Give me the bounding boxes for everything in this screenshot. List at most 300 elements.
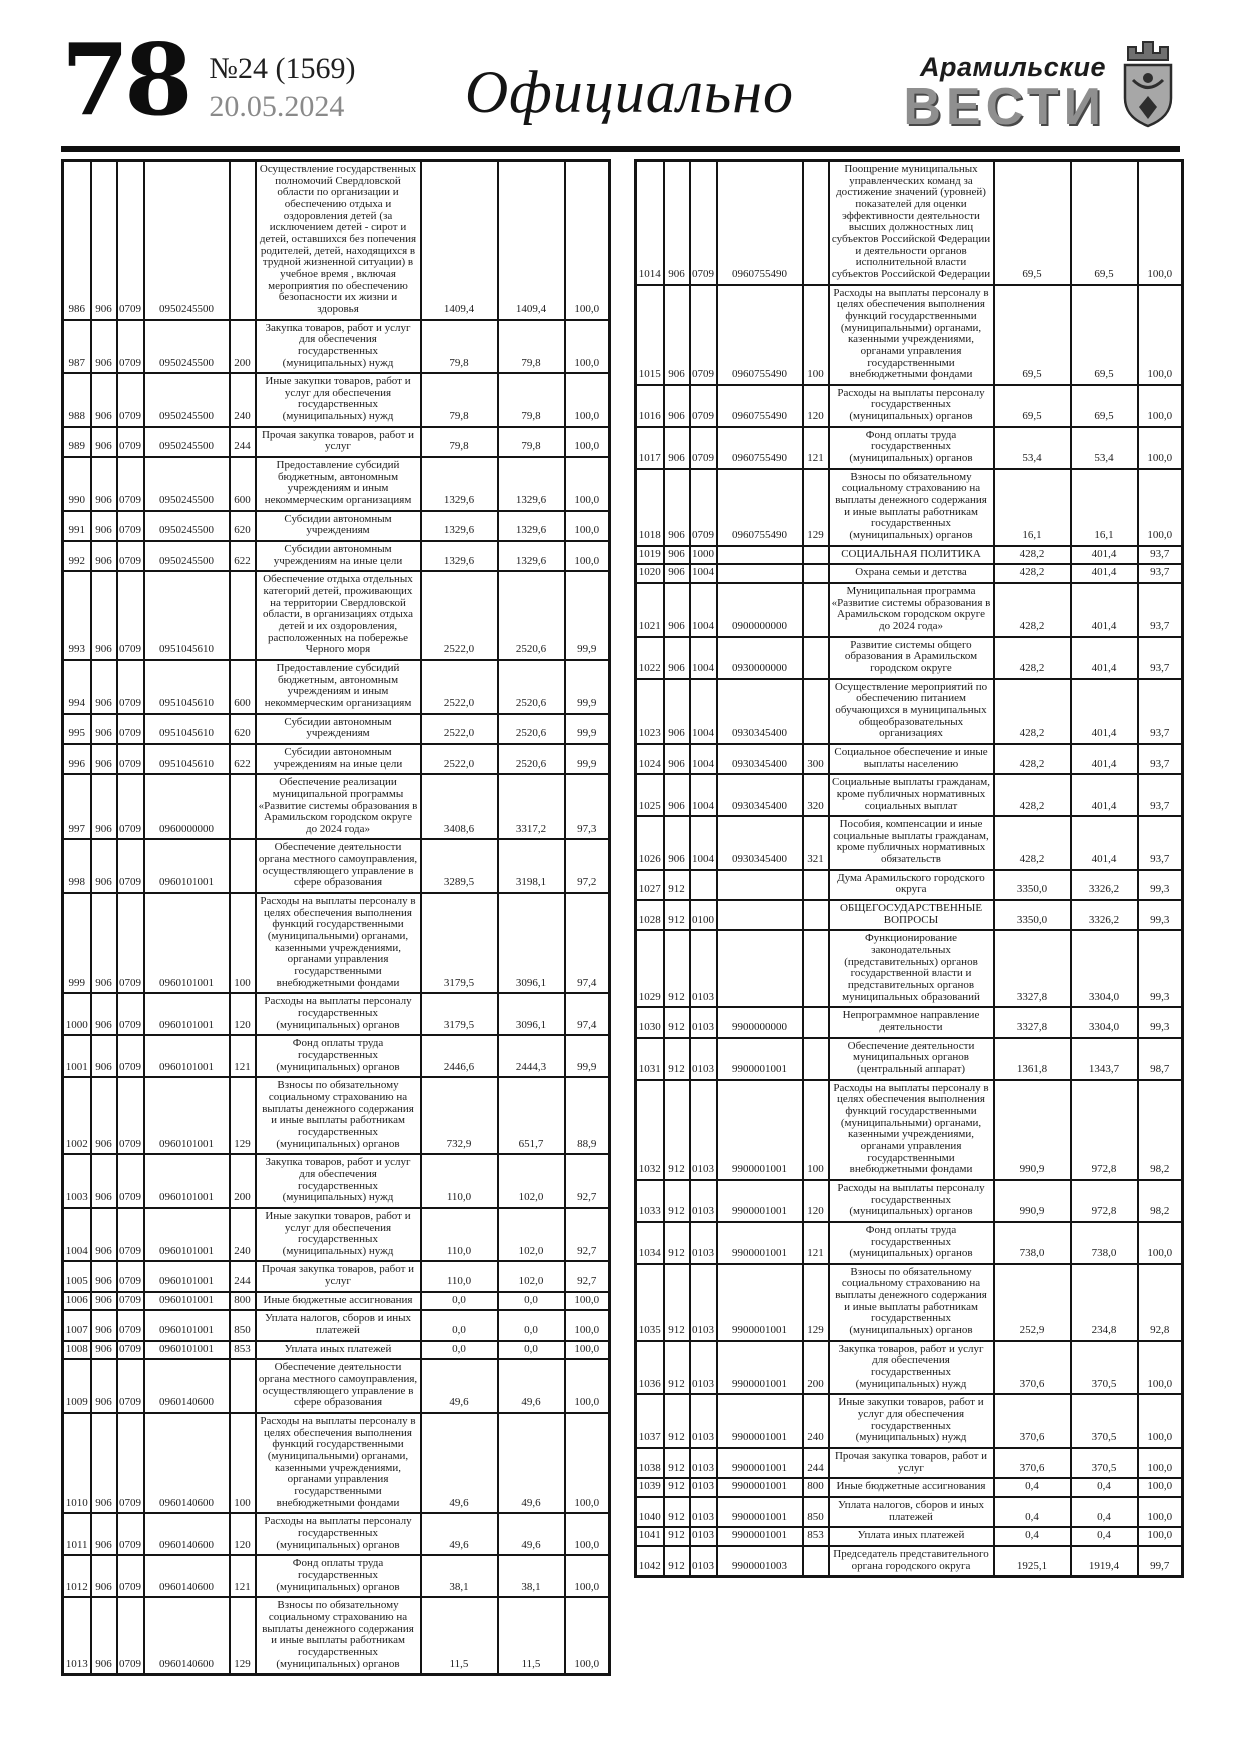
cell-section-code: 1004 [690, 637, 717, 679]
cell-target-article: 9900001001 [717, 1080, 803, 1180]
cell-grbs-code: 906 [91, 1555, 117, 1597]
cell-section-code: 1004 [690, 679, 717, 744]
table-row [636, 930, 1183, 1007]
cell-executed-amount: 2520,6 [498, 571, 565, 660]
cell-target-article: 0930345400 [717, 816, 803, 870]
cell-expense-type: 853 [803, 1527, 829, 1546]
cell-grbs-code: 906 [91, 1341, 117, 1360]
cell-executed-amount: 16,1 [1071, 469, 1138, 546]
budget-table-left [61, 159, 611, 1676]
cell-execution-percent: 100,0 [565, 161, 610, 320]
cell-target-article: 0960101001 [144, 993, 230, 1035]
cell-executed-amount: 3304,0 [1071, 930, 1138, 1007]
cell-section-code: 0709 [690, 285, 717, 385]
cell-section-code: 0103 [690, 1497, 717, 1527]
cell-description: Фонд оплаты труда государственных (муниципальных) органов [256, 1555, 421, 1597]
cell-execution-percent: 93,7 [1138, 744, 1183, 774]
cell-row-number: 1002 [63, 1077, 91, 1154]
cell-target-article: 9900001001 [717, 1448, 803, 1478]
cell-execution-percent: 93,7 [1138, 774, 1183, 816]
cell-row-number: 1023 [636, 679, 664, 744]
cell-approved-amount: 428,2 [994, 774, 1071, 816]
cell-target-article: 0960140600 [144, 1555, 230, 1597]
cell-execution-percent: 98,7 [1138, 1038, 1183, 1080]
cell-execution-percent: 100,0 [565, 1413, 610, 1513]
table-row [63, 1359, 610, 1413]
masthead [903, 38, 1106, 136]
cell-target-article: 0960755490 [717, 469, 803, 546]
cell-description: Расходы на выплаты персоналу государственных (муниципальных) органов [256, 1513, 421, 1555]
cell-description: Поощрение муниципальных управленческих команд за достижение значений (уровней) показателей для оценки эффективности деятельности высших должностных лиц субъектов Российской Федерации и деятельности органов исполнительной власти субъектов Российской Федерации [829, 161, 994, 285]
cell-description: Субсидии автономным учреждениям [256, 511, 421, 541]
table-row [636, 385, 1183, 427]
cell-execution-percent: 93,7 [1138, 564, 1183, 583]
cell-description: Расходы на выплаты персоналу государственных (муниципальных) органов [256, 993, 421, 1035]
cell-description: Социальные выплаты гражданам, кроме публичных нормативных социальных выплат [829, 774, 994, 816]
cell-grbs-code: 912 [664, 930, 690, 1007]
cell-description: Субсидии автономным учреждениям на иные цели [256, 744, 421, 774]
cell-description: Взносы по обязательному социальному страхованию на выплаты денежного содержания и иные выплаты работникам государственных (муниципальных) органов [256, 1597, 421, 1674]
table-row [636, 161, 1183, 285]
cell-execution-percent: 100,0 [565, 1292, 610, 1311]
cell-execution-percent: 97,4 [565, 893, 610, 993]
cell-expense-type [803, 1546, 829, 1577]
cell-execution-percent: 92,7 [565, 1261, 610, 1291]
cell-approved-amount: 69,5 [994, 161, 1071, 285]
cell-executed-amount: 1343,7 [1071, 1038, 1138, 1080]
cell-description: Иные закупки товаров, работ и услуг для обеспечения государственных (муниципальных) нужд [256, 1208, 421, 1262]
cell-section-code: 0709 [117, 541, 144, 571]
cell-row-number: 1022 [636, 637, 664, 679]
masthead-name-bottom: ВЕСТИ [903, 78, 1106, 136]
cell-grbs-code: 906 [664, 816, 690, 870]
cell-expense-type [803, 564, 829, 583]
cell-executed-amount: 49,6 [498, 1359, 565, 1413]
cell-section-code: 0103 [690, 1478, 717, 1497]
cell-section-code: 0709 [117, 1261, 144, 1291]
cell-executed-amount: 79,8 [498, 427, 565, 457]
cell-executed-amount: 651,7 [498, 1077, 565, 1154]
cell-executed-amount: 2444,3 [498, 1035, 565, 1077]
cell-executed-amount: 0,0 [498, 1310, 565, 1340]
table-row [63, 1208, 610, 1262]
table-row [636, 1448, 1183, 1478]
cell-row-number: 1017 [636, 427, 664, 469]
cell-section-code: 0103 [690, 1264, 717, 1341]
cell-executed-amount: 69,5 [1071, 385, 1138, 427]
cell-expense-type: 622 [230, 744, 256, 774]
cell-execution-percent: 100,0 [565, 1341, 610, 1360]
cell-section-code: 0709 [117, 1359, 144, 1413]
cell-description: Расходы на выплаты персоналу в целях обеспечения выполнения функций государственными (муниципальными) органами, казенными учреждениями, органами управления государственными внебюджетными фондами [829, 1080, 994, 1180]
cell-expense-type: 200 [230, 1154, 256, 1208]
cell-approved-amount: 3289,5 [421, 839, 498, 893]
cell-row-number: 1026 [636, 816, 664, 870]
cell-description: Муниципальная программа «Развитие системы образования в Арамильском городском округе до 2024 года» [829, 583, 994, 637]
table-row [636, 1341, 1183, 1395]
cell-target-article: 0930345400 [717, 744, 803, 774]
cell-expense-type: 600 [230, 457, 256, 511]
cell-execution-percent: 99,9 [565, 714, 610, 744]
cell-section-code: 0103 [690, 1394, 717, 1448]
cell-expense-type [803, 583, 829, 637]
cell-target-article: 9900001001 [717, 1394, 803, 1448]
cell-row-number: 997 [63, 774, 91, 839]
header-rule [61, 146, 1180, 152]
cell-grbs-code: 906 [91, 1035, 117, 1077]
cell-description: Субсидии автономным учреждениям на иные цели [256, 541, 421, 571]
cell-grbs-code: 906 [91, 993, 117, 1035]
cell-approved-amount: 79,8 [421, 427, 498, 457]
cell-execution-percent: 100,0 [1138, 469, 1183, 546]
cell-executed-amount: 3096,1 [498, 993, 565, 1035]
cell-execution-percent: 98,2 [1138, 1080, 1183, 1180]
cell-section-code: 0709 [117, 714, 144, 744]
cell-grbs-code: 912 [664, 1527, 690, 1546]
cell-grbs-code: 906 [91, 774, 117, 839]
cell-description: Уплата иных платежей [829, 1527, 994, 1546]
cell-execution-percent: 100,0 [1138, 1497, 1183, 1527]
cell-section-code: 0709 [117, 1077, 144, 1154]
cell-executed-amount: 234,8 [1071, 1264, 1138, 1341]
cell-section-code: 0709 [117, 571, 144, 660]
cell-execution-percent: 93,7 [1138, 679, 1183, 744]
cell-row-number: 1012 [63, 1555, 91, 1597]
cell-row-number: 990 [63, 457, 91, 511]
cell-executed-amount: 102,0 [498, 1154, 565, 1208]
cell-executed-amount: 401,4 [1071, 679, 1138, 744]
cell-row-number: 1034 [636, 1222, 664, 1264]
cell-section-code: 0103 [690, 1341, 717, 1395]
cell-grbs-code: 906 [91, 320, 117, 374]
cell-target-article: 0951045610 [144, 660, 230, 714]
cell-grbs-code: 906 [91, 744, 117, 774]
cell-target-article: 9900001001 [717, 1478, 803, 1497]
cell-section-code: 0709 [690, 385, 717, 427]
cell-grbs-code: 906 [91, 1310, 117, 1340]
table-row [63, 660, 610, 714]
table-row [636, 285, 1183, 385]
cell-execution-percent: 100,0 [565, 1310, 610, 1340]
table-row [63, 893, 610, 993]
cell-row-number: 1009 [63, 1359, 91, 1413]
cell-executed-amount: 79,8 [498, 373, 565, 427]
cell-execution-percent: 100,0 [1138, 1478, 1183, 1497]
table-row [63, 1292, 610, 1311]
cell-execution-percent: 100,0 [565, 427, 610, 457]
issue-block [209, 38, 355, 125]
cell-row-number: 1031 [636, 1038, 664, 1080]
cell-description: Взносы по обязательному социальному страхованию на выплаты денежного содержания и иные выплаты работникам государственных (муниципальных) органов [829, 469, 994, 546]
cell-expense-type: 200 [803, 1341, 829, 1395]
cell-description: Иные бюджетные ассигнования [256, 1292, 421, 1311]
cell-expense-type: 622 [230, 541, 256, 571]
cell-row-number: 998 [63, 839, 91, 893]
cell-expense-type: 240 [230, 373, 256, 427]
table-row [636, 1527, 1183, 1546]
cell-approved-amount: 2522,0 [421, 660, 498, 714]
cell-execution-percent: 97,2 [565, 839, 610, 893]
cell-approved-amount: 990,9 [994, 1080, 1071, 1180]
table-row [63, 1597, 610, 1674]
cell-target-article: 0951045610 [144, 714, 230, 744]
cell-section-code: 0103 [690, 1080, 717, 1180]
cell-approved-amount: 428,2 [994, 546, 1071, 565]
cell-section-code: 0709 [117, 1154, 144, 1208]
cell-grbs-code: 906 [91, 714, 117, 744]
cell-approved-amount: 370,6 [994, 1394, 1071, 1448]
cell-expense-type [803, 900, 829, 930]
cell-section-code: 0103 [690, 1038, 717, 1080]
cell-description: Социальное обеспечение и иные выплаты населению [829, 744, 994, 774]
cell-description: Закупка товаров, работ и услуг для обеспечения государственных (муниципальных) нужд [256, 320, 421, 374]
table-row [636, 870, 1183, 900]
cell-executed-amount: 1329,6 [498, 541, 565, 571]
cell-expense-type: 244 [230, 427, 256, 457]
cell-executed-amount: 3326,2 [1071, 870, 1138, 900]
cell-approved-amount: 370,6 [994, 1341, 1071, 1395]
cell-target-article [717, 930, 803, 1007]
cell-section-code: 0709 [117, 1341, 144, 1360]
cell-approved-amount: 428,2 [994, 583, 1071, 637]
cell-approved-amount: 2446,6 [421, 1035, 498, 1077]
cell-approved-amount: 370,6 [994, 1448, 1071, 1478]
cell-executed-amount: 38,1 [498, 1555, 565, 1597]
cell-execution-percent: 100,0 [565, 511, 610, 541]
cell-description: Осуществление мероприятий по обеспечению питанием обучающихся в муниципальных общеобразовательных организациях [829, 679, 994, 744]
cell-row-number: 1029 [636, 930, 664, 1007]
cell-approved-amount: 49,6 [421, 1359, 498, 1413]
cell-section-code: 0103 [690, 1007, 717, 1037]
cell-approved-amount: 2522,0 [421, 744, 498, 774]
table-row [636, 1546, 1183, 1577]
cell-execution-percent: 100,0 [565, 1359, 610, 1413]
cell-description: Председатель представительного органа городского округа [829, 1546, 994, 1577]
table-row [636, 637, 1183, 679]
cell-description: Осуществление государственных полномочий Свердловской области по организации и обеспечению отдыха и оздоровления детей (за исключением детей - сирот и детей, оставшихся без попечения родителей, детей, находящихся в трудной жизненной ситуации) в учебное время , включая мероприятия по обеспечению безопасности их жизни и здоровья [256, 161, 421, 320]
cell-expense-type: 850 [230, 1310, 256, 1340]
table-row [636, 679, 1183, 744]
cell-execution-percent: 100,0 [565, 1513, 610, 1555]
page-header [61, 0, 1180, 142]
cell-grbs-code: 906 [664, 161, 690, 285]
cell-execution-percent: 93,7 [1138, 816, 1183, 870]
cell-approved-amount: 428,2 [994, 744, 1071, 774]
issue-number: №24 (1569) [209, 52, 356, 85]
cell-target-article: 0960000000 [144, 774, 230, 839]
cell-grbs-code: 906 [91, 427, 117, 457]
cell-execution-percent: 93,7 [1138, 637, 1183, 679]
cell-section-code: 0709 [117, 774, 144, 839]
table-row [63, 571, 610, 660]
cell-description: Предоставление субсидий бюджетным, автономным учреждениям и иным некоммерческим организациям [256, 660, 421, 714]
cell-executed-amount: 1919,4 [1071, 1546, 1138, 1577]
cell-executed-amount: 370,5 [1071, 1448, 1138, 1478]
cell-section-code: 0103 [690, 930, 717, 1007]
cell-approved-amount: 0,4 [994, 1527, 1071, 1546]
cell-target-article: 0950245500 [144, 161, 230, 320]
table-row [636, 774, 1183, 816]
cell-section-code: 0709 [690, 469, 717, 546]
cell-description: Расходы на выплаты персоналу в целях обеспечения выполнения функций государственными (муниципальными) органами, казенными учреждениями, органами управления государственными внебюджетными фондами [829, 285, 994, 385]
table-row [63, 1555, 610, 1597]
cell-expense-type: 321 [803, 816, 829, 870]
cell-execution-percent: 99,9 [565, 744, 610, 774]
cell-row-number: 1032 [636, 1080, 664, 1180]
cell-row-number: 1030 [636, 1007, 664, 1037]
cell-target-article: 0900000000 [717, 583, 803, 637]
cell-expense-type [803, 1007, 829, 1037]
cell-execution-percent: 100,0 [565, 373, 610, 427]
cell-description: Пособия, компенсации и иные социальные выплаты гражданам, кроме публичных нормативных обязательств [829, 816, 994, 870]
table-row [63, 1341, 610, 1360]
cell-executed-amount: 69,5 [1071, 161, 1138, 285]
cell-target-article: 0960140600 [144, 1359, 230, 1413]
cell-approved-amount: 0,4 [994, 1478, 1071, 1497]
coat-of-arms-icon [1116, 38, 1180, 130]
cell-target-article: 0960101001 [144, 839, 230, 893]
cell-expense-type: 244 [803, 1448, 829, 1478]
cell-execution-percent: 99,9 [565, 571, 610, 660]
cell-section-code: 0709 [117, 1310, 144, 1340]
cell-section-code: 0709 [117, 1513, 144, 1555]
cell-row-number: 992 [63, 541, 91, 571]
cell-section-code: 0709 [117, 161, 144, 320]
table-row [636, 1038, 1183, 1080]
cell-description: Охрана семьи и детства [829, 564, 994, 583]
cell-row-number: 991 [63, 511, 91, 541]
cell-grbs-code: 906 [664, 385, 690, 427]
cell-expense-type [230, 839, 256, 893]
cell-expense-type [803, 637, 829, 679]
cell-grbs-code: 906 [91, 1077, 117, 1154]
cell-execution-percent: 100,0 [565, 1555, 610, 1597]
cell-expense-type [803, 870, 829, 900]
table-row [63, 1310, 610, 1340]
cell-grbs-code: 912 [664, 1007, 690, 1037]
cell-expense-type: 121 [803, 1222, 829, 1264]
cell-description: Расходы на выплаты персоналу государственных (муниципальных) органов [829, 1180, 994, 1222]
cell-section-code: 0103 [690, 1527, 717, 1546]
cell-grbs-code: 906 [91, 457, 117, 511]
cell-expense-type [230, 774, 256, 839]
cell-expense-type [803, 546, 829, 565]
cell-approved-amount: 990,9 [994, 1180, 1071, 1222]
cell-row-number: 994 [63, 660, 91, 714]
cell-target-article: 0960140600 [144, 1597, 230, 1674]
cell-grbs-code: 906 [91, 893, 117, 993]
cell-executed-amount: 401,4 [1071, 774, 1138, 816]
table-row [636, 427, 1183, 469]
cell-approved-amount: 3350,0 [994, 900, 1071, 930]
cell-grbs-code: 906 [664, 469, 690, 546]
cell-target-article: 0930345400 [717, 774, 803, 816]
cell-executed-amount: 0,4 [1071, 1478, 1138, 1497]
cell-row-number: 1006 [63, 1292, 91, 1311]
cell-expense-type: 240 [230, 1208, 256, 1262]
cell-executed-amount: 0,0 [498, 1341, 565, 1360]
cell-row-number: 1007 [63, 1310, 91, 1340]
cell-approved-amount: 110,0 [421, 1154, 498, 1208]
cell-grbs-code: 912 [664, 1080, 690, 1180]
cell-executed-amount: 370,5 [1071, 1394, 1138, 1448]
cell-row-number: 995 [63, 714, 91, 744]
cell-executed-amount: 972,8 [1071, 1080, 1138, 1180]
cell-execution-percent: 100,0 [1138, 161, 1183, 285]
table-row [63, 161, 610, 320]
cell-grbs-code: 906 [664, 285, 690, 385]
cell-expense-type: 850 [803, 1497, 829, 1527]
cell-executed-amount: 1409,4 [498, 161, 565, 320]
table-row [636, 546, 1183, 565]
cell-row-number: 1033 [636, 1180, 664, 1222]
cell-grbs-code: 906 [91, 1597, 117, 1674]
cell-executed-amount: 401,4 [1071, 546, 1138, 565]
cell-execution-percent: 99,3 [1138, 930, 1183, 1007]
cell-approved-amount: 69,5 [994, 385, 1071, 427]
table-row [63, 1261, 610, 1291]
cell-expense-type [803, 679, 829, 744]
cell-target-article: 0960755490 [717, 427, 803, 469]
cell-approved-amount: 69,5 [994, 285, 1071, 385]
cell-row-number: 1021 [636, 583, 664, 637]
cell-description: Иные закупки товаров, работ и услуг для обеспечения государственных (муниципальных) нужд [829, 1394, 994, 1448]
table-row [63, 839, 610, 893]
cell-description: Непрограммное направление деятельности [829, 1007, 994, 1037]
cell-grbs-code: 906 [664, 774, 690, 816]
table-row [63, 1513, 610, 1555]
cell-target-article: 0960755490 [717, 385, 803, 427]
cell-target-article: 0951045610 [144, 744, 230, 774]
cell-row-number: 1039 [636, 1478, 664, 1497]
cell-execution-percent: 88,9 [565, 1077, 610, 1154]
cell-execution-percent: 92,7 [565, 1208, 610, 1262]
table-row [636, 1080, 1183, 1180]
cell-description: Расходы на выплаты персоналу в целях обеспечения выполнения функций государственными (муниципальными) органами, казенными учреждениями, органами управления государственными внебюджетными фондами [256, 893, 421, 993]
cell-approved-amount: 79,8 [421, 320, 498, 374]
cell-target-article: 0960101001 [144, 1310, 230, 1340]
cell-approved-amount: 3179,5 [421, 993, 498, 1035]
cell-approved-amount: 3350,0 [994, 870, 1071, 900]
cell-description: Расходы на выплаты персоналу в целях обеспечения выполнения функций государственными (муниципальными) органами, казенными учреждениями, органами управления государственными внебюджетными фондами [256, 1413, 421, 1513]
cell-target-article: 0950245500 [144, 373, 230, 427]
cell-section-code: 1004 [690, 564, 717, 583]
table-row [63, 744, 610, 774]
cell-section-code: 0103 [690, 1222, 717, 1264]
cell-section-code: 0709 [117, 511, 144, 541]
cell-executed-amount: 738,0 [1071, 1222, 1138, 1264]
cell-expense-type: 120 [803, 1180, 829, 1222]
cell-executed-amount: 972,8 [1071, 1180, 1138, 1222]
cell-description: Фонд оплаты труда государственных (муниципальных) органов [829, 427, 994, 469]
cell-row-number: 1041 [636, 1527, 664, 1546]
table-row [636, 900, 1183, 930]
cell-row-number: 1019 [636, 546, 664, 565]
table-row [63, 1035, 610, 1077]
cell-execution-percent: 100,0 [1138, 1341, 1183, 1395]
cell-approved-amount: 16,1 [994, 469, 1071, 546]
cell-grbs-code: 906 [664, 564, 690, 583]
cell-execution-percent: 97,3 [565, 774, 610, 839]
cell-description: СОЦИАЛЬНАЯ ПОЛИТИКА [829, 546, 994, 565]
cell-executed-amount: 69,5 [1071, 285, 1138, 385]
cell-executed-amount: 401,4 [1071, 637, 1138, 679]
cell-expense-type [230, 571, 256, 660]
cell-execution-percent: 100,0 [1138, 1394, 1183, 1448]
cell-expense-type [803, 161, 829, 285]
cell-approved-amount: 3408,6 [421, 774, 498, 839]
cell-expense-type [803, 1038, 829, 1080]
